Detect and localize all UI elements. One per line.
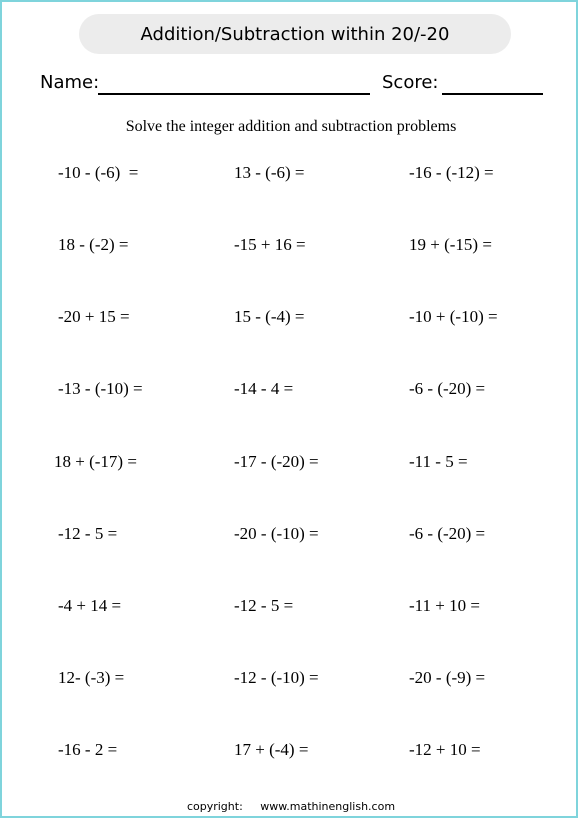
copyright-footer [2,800,578,813]
score-blank-line [442,93,543,95]
problem-6-2: -20 - (-10) = [234,524,319,543]
problem-8-3: -20 - (-9) = [409,668,486,687]
problem-7-1: -4 + 14 = [58,596,122,615]
problem-5-1: 18 + (-17) = [54,452,137,471]
problem-8-1: 12- (-3) = [58,668,125,687]
score-label: Score: [382,72,439,93]
worksheet-title: Addition/Subtraction within 20/-20 [79,14,511,54]
problem-9-2: 17 + (-4) = [234,740,309,759]
website-link[interactable]: www.mathinenglish.com [260,800,396,813]
problem-2-2: -15 + 16 = [234,235,306,254]
problem-7-3: -11 + 10 = [409,596,480,615]
problem-5-2: -17 - (-20) = [234,452,319,471]
problem-5-3: -11 - 5 = [409,452,468,471]
problem-2-3: 19 + (-15) = [409,235,492,254]
problem-7-2: -12 - 5 = [234,596,294,615]
problem-1-2: 13 - (-6) = [234,163,305,182]
problem-8-2: -12 - (-10) = [234,668,319,687]
problem-4-1: -13 - (-10) = [58,379,143,398]
problem-4-3: -6 - (-20) = [409,379,486,398]
problem-1-1: -10 - (-6) = [58,163,139,182]
problem-9-3: -12 + 10 = [409,740,481,759]
problem-3-1: -20 + 15 = [58,307,130,326]
problem-3-2: 15 - (-4) = [234,307,305,326]
problem-6-3: -6 - (-20) = [409,524,486,543]
problem-6-1: -12 - 5 = [58,524,118,543]
problem-4-2: -14 - 4 = [234,379,294,398]
problem-1-3: -16 - (-12) = [409,163,494,182]
problem-9-1: -16 - 2 = [58,740,118,759]
name-score-row [40,72,550,98]
instructions-text: Solve the integer addition and subtraction problems [125,118,457,135]
copyright-label: copyright: [186,800,243,813]
name-blank-line [98,93,370,95]
problem-2-1: 18 - (-2) = [58,235,129,254]
problem-3-3: -10 + (-10) = [409,307,498,326]
name-label: Name: [40,72,100,93]
